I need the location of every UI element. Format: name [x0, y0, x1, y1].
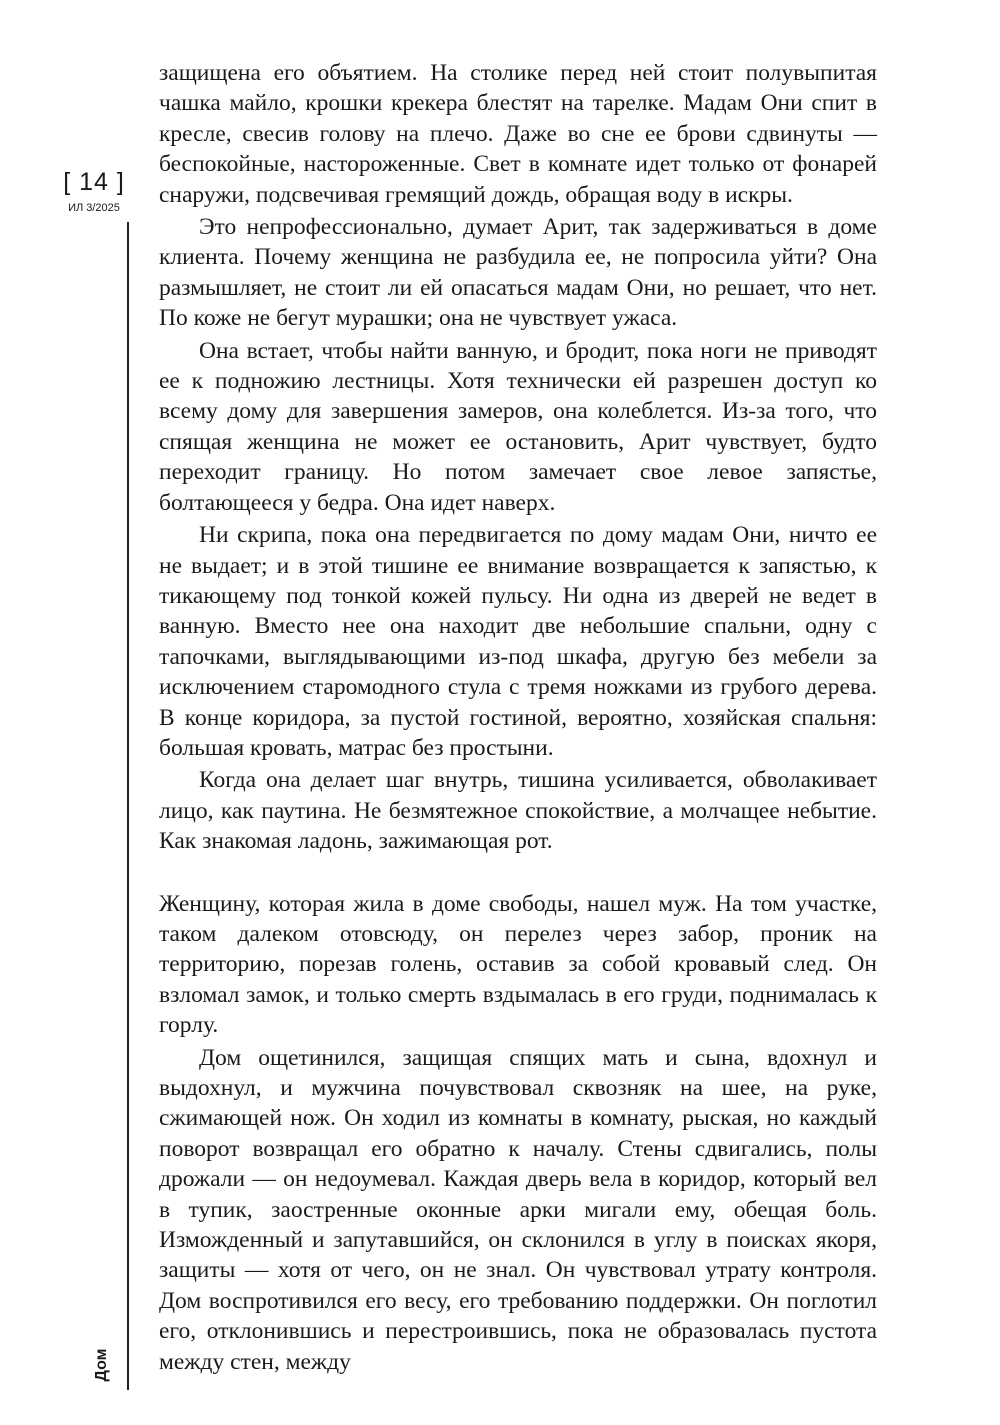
section-title: Дом: [93, 1348, 110, 1382]
paragraph: Когда она делает шаг внутрь, тишина усиливается, обволакивает лицо, как паутина. Не безмятежное спокойствие, а молчащее небытие. Как знакомая ладонь, зажимающая рот.: [159, 767, 877, 855]
page-number: [ 14 ]: [63, 168, 125, 196]
paragraph: Ни скрипа, пока она передвигается по дому мадам Они, ничто ее не выдает; и в этой тишине ее внимание возвращается к запястью, к тикающему под тонкой кожей пульсу. Ни одна из дверей не ведет в ванную. Вместо нее она находит две небольшие спальни, одну с тапочками, выглядывающими из-под шкафа, другую без мебели за исключением старомодного стула с тремя ножками из грубого дерева. В конце коридора, за пустой гостиной, вероятно, хозяйская спальня: большая кровать, матрас без простыни.: [159, 522, 877, 761]
issue-label: ИЛ 3/2025: [68, 202, 120, 214]
margin-rule: [127, 222, 129, 1390]
margin-column: [0, 0, 128, 1425]
paragraph: Дом ощетинился, защищая спящих мать и сына, вдохнул и выдохнул, и мужчина почувствовал сквозняк на шее, на руке, сжимающей нож. Он ходил из комнаты в комнату, рыская, но каждый поворот возвращал его обратно к началу. Стены сдвигались, полы дрожали — он недоумевал. Каждая дверь вела в коридор, который вел в тупик, заостренные оконные арки мигали ему, обещая боль. Изможденный и запутавшийся, он склонился в углу в поисках якоря, защиты — хотя от чего, он не знал. Он чувствовал утрату контроля. Дом воспротивился его весу, его требованию поддержки. Он поглотил его, отклонившись и перестроившись, пока не образовалась пустота между стен, между: [159, 1044, 877, 1375]
body-text: [159, 58, 877, 1379]
paragraph: защищена его объятием. На столике перед ней стоит полувыпитая чашка майло, крошки крекера блестят на тарелке. Мадам Они спит в кресле, свесив голову на плечо. Даже во сне ее брови сдвинуты — беспокойные, настороженные. Свет в комнате идет только от фонарей снаружи, подсвечивая гремящий дождь, обращая воду в искры.: [159, 60, 877, 208]
paragraph: Женщину, которая жила в доме свободы, нашел муж. На том участке, таком далеком отовсюду, он перелез через забор, проник на территорию, порезав голень, оставив за собой кровавый след. Он взломал замок, и только смерть вздымалась в его груди, поднималась к горлу.: [159, 890, 877, 1039]
paragraph: Это непрофессионально, думает Арит, так задерживаться в доме клиента. Почему женщина не разбудила ее, не попросила уйти? Она размышляет, не стоит ли ей опасаться мадам Они, но решает, что нет. По коже не бегут мурашки; она не чувствует ужаса.: [159, 214, 877, 332]
section-break: [159, 859, 877, 889]
paragraph: Она встает, чтобы найти ванную, и бродит, пока ноги не приводят ее к подножию лестницы. Хотя технически ей разрешен доступ ко всему дому для завершения замеров, она колеблется. Из-за того, что спящая женщина не может ее остановить, Арит чувствует, будто переходит границу. Но потом замечает свое левое запястье, болтающееся у бедра. Она идет наверх.: [159, 337, 877, 516]
